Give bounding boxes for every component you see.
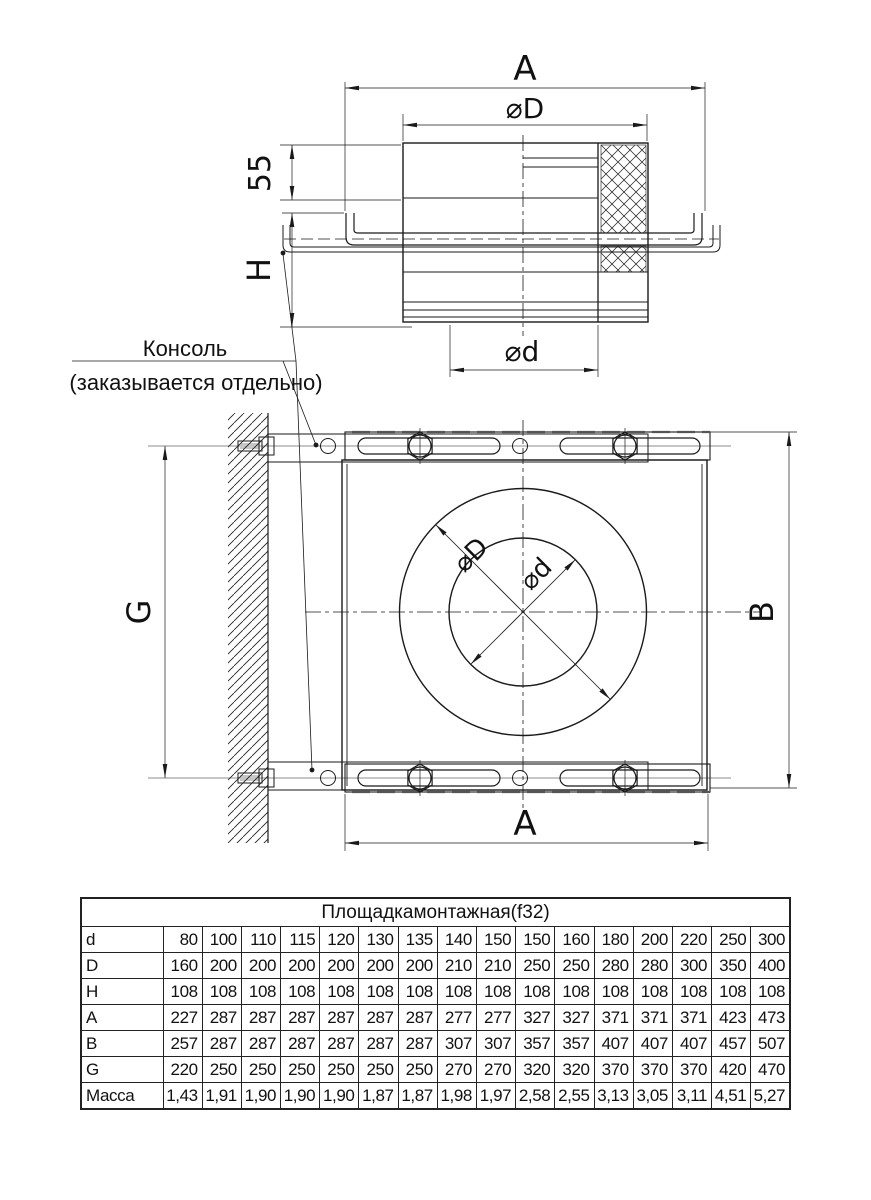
table-cell: 150 bbox=[516, 927, 555, 953]
table-cell: 287 bbox=[398, 1031, 437, 1057]
table-cell: 287 bbox=[398, 1005, 437, 1031]
table-cell: 287 bbox=[202, 1031, 241, 1057]
table-row bbox=[81, 1031, 790, 1057]
table-cell: 250 bbox=[359, 1057, 398, 1083]
table-cell: 280 bbox=[633, 953, 672, 979]
table-cell: 250 bbox=[320, 1057, 359, 1083]
table-cell: 4,51 bbox=[712, 1083, 751, 1110]
table-cell: 350 bbox=[712, 953, 751, 979]
table-cell: 140 bbox=[437, 927, 476, 953]
table-cell: 210 bbox=[477, 953, 516, 979]
table-cell: 327 bbox=[555, 1005, 594, 1031]
table-cell: 220 bbox=[163, 1057, 202, 1083]
table-cell: 1,90 bbox=[281, 1083, 320, 1110]
table-cell: 108 bbox=[594, 979, 633, 1005]
table-cell: 320 bbox=[516, 1057, 555, 1083]
table-cell: 2,58 bbox=[516, 1083, 555, 1110]
table-cell: 108 bbox=[398, 979, 437, 1005]
side-section-view bbox=[240, 49, 720, 377]
table-cell: 371 bbox=[633, 1005, 672, 1031]
table-cell: 115 bbox=[281, 927, 320, 953]
table-cell: 100 bbox=[202, 927, 241, 953]
table-cell: 3,11 bbox=[672, 1083, 711, 1110]
table-cell: 320 bbox=[555, 1057, 594, 1083]
table-cell: 108 bbox=[437, 979, 476, 1005]
callout-line1: Консоль bbox=[142, 336, 228, 361]
insulation-hatch bbox=[601, 246, 646, 272]
dim-label-outer-d-front: ⌀D bbox=[448, 532, 495, 579]
front-view bbox=[120, 413, 797, 851]
dimension-table-container bbox=[80, 897, 791, 1110]
dim-label-h: H bbox=[240, 257, 278, 283]
table-cell: 423 bbox=[712, 1005, 751, 1031]
table-cell: 160 bbox=[555, 927, 594, 953]
row-label: B bbox=[81, 1031, 163, 1057]
row-label: d bbox=[81, 927, 163, 953]
table-cell: 210 bbox=[437, 953, 476, 979]
table-cell: 108 bbox=[320, 979, 359, 1005]
table-cell: 250 bbox=[712, 927, 751, 953]
table-cell: 507 bbox=[751, 1031, 790, 1057]
table-cell: 108 bbox=[751, 979, 790, 1005]
table-cell: 250 bbox=[202, 1057, 241, 1083]
table-cell: 130 bbox=[359, 927, 398, 953]
table-cell: 287 bbox=[241, 1005, 280, 1031]
table-cell: 370 bbox=[633, 1057, 672, 1083]
table-row bbox=[81, 1083, 790, 1110]
dimension-table-body bbox=[81, 898, 790, 1109]
insulation-hatch bbox=[601, 145, 646, 233]
table-cell: 370 bbox=[594, 1057, 633, 1083]
console-side bbox=[283, 225, 720, 252]
table-cell: 1,90 bbox=[241, 1083, 280, 1110]
table-cell: 180 bbox=[594, 927, 633, 953]
row-label: Масса bbox=[81, 1083, 163, 1110]
table-cell: 108 bbox=[477, 979, 516, 1005]
dim-label-55: 55 bbox=[243, 153, 278, 193]
table-row bbox=[81, 979, 790, 1005]
table-cell: 277 bbox=[437, 1005, 476, 1031]
table-cell: 407 bbox=[633, 1031, 672, 1057]
table-cell: 300 bbox=[751, 927, 790, 953]
table-cell: 1,91 bbox=[202, 1083, 241, 1110]
table-cell: 1,43 bbox=[163, 1083, 202, 1110]
table-cell: 200 bbox=[320, 953, 359, 979]
table-cell: 200 bbox=[633, 927, 672, 953]
table-cell: 108 bbox=[241, 979, 280, 1005]
dim-label-g: G bbox=[120, 599, 158, 625]
table-cell: 200 bbox=[281, 953, 320, 979]
table-cell: 108 bbox=[555, 979, 594, 1005]
table-cell: 3,05 bbox=[633, 1083, 672, 1110]
table-cell: 287 bbox=[241, 1031, 280, 1057]
table-cell: 473 bbox=[751, 1005, 790, 1031]
table-cell: 1,87 bbox=[398, 1083, 437, 1110]
table-title: Площадкамонтажная(f32) bbox=[81, 898, 790, 927]
table-title-row bbox=[81, 898, 790, 927]
table-cell: 200 bbox=[241, 953, 280, 979]
table-cell: 200 bbox=[202, 953, 241, 979]
table-cell: 457 bbox=[712, 1031, 751, 1057]
table-cell: 135 bbox=[398, 927, 437, 953]
table-cell: 407 bbox=[672, 1031, 711, 1057]
table-row bbox=[81, 927, 790, 953]
table-cell: 5,27 bbox=[751, 1083, 790, 1110]
table-row bbox=[81, 953, 790, 979]
table-cell: 110 bbox=[241, 927, 280, 953]
table-cell: 1,90 bbox=[320, 1083, 359, 1110]
table-cell: 108 bbox=[516, 979, 555, 1005]
table-cell: 1,97 bbox=[477, 1083, 516, 1110]
table-cell: 250 bbox=[241, 1057, 280, 1083]
table-cell: 407 bbox=[594, 1031, 633, 1057]
table-cell: 370 bbox=[672, 1057, 711, 1083]
table-cell: 257 bbox=[163, 1031, 202, 1057]
table-cell: 357 bbox=[516, 1031, 555, 1057]
table-cell: 400 bbox=[751, 953, 790, 979]
table-cell: 250 bbox=[281, 1057, 320, 1083]
table-cell: 80 bbox=[163, 927, 202, 953]
table-cell: 307 bbox=[437, 1031, 476, 1057]
row-label: D bbox=[81, 953, 163, 979]
table-cell: 287 bbox=[320, 1031, 359, 1057]
table-cell: 250 bbox=[555, 953, 594, 979]
table-row bbox=[81, 1057, 790, 1083]
row-label: G bbox=[81, 1057, 163, 1083]
table-cell: 150 bbox=[477, 927, 516, 953]
dim-label-a-top: A bbox=[513, 49, 537, 89]
table-cell: 250 bbox=[398, 1057, 437, 1083]
console-callout bbox=[69, 251, 322, 773]
table-cell: 270 bbox=[477, 1057, 516, 1083]
row-label: H bbox=[81, 979, 163, 1005]
table-cell: 160 bbox=[163, 953, 202, 979]
table-cell: 287 bbox=[281, 1005, 320, 1031]
table-cell: 420 bbox=[712, 1057, 751, 1083]
dim-label-inner-d-front: ⌀d bbox=[514, 552, 559, 597]
dim-label-b: B bbox=[743, 601, 781, 623]
table-cell: 287 bbox=[359, 1005, 398, 1031]
table-cell: 307 bbox=[477, 1031, 516, 1057]
table-cell: 3,13 bbox=[594, 1083, 633, 1110]
callout-line2: (заказывается отдельно) bbox=[69, 370, 323, 395]
table-cell: 357 bbox=[555, 1031, 594, 1057]
table-cell: 287 bbox=[281, 1031, 320, 1057]
table-cell: 200 bbox=[398, 953, 437, 979]
table-cell: 327 bbox=[516, 1005, 555, 1031]
table-cell: 108 bbox=[281, 979, 320, 1005]
table-cell: 108 bbox=[633, 979, 672, 1005]
row-label: A bbox=[81, 1005, 163, 1031]
table-cell: 250 bbox=[516, 953, 555, 979]
table-cell: 108 bbox=[712, 979, 751, 1005]
table-cell: 200 bbox=[359, 953, 398, 979]
table-cell: 108 bbox=[163, 979, 202, 1005]
table-cell: 287 bbox=[320, 1005, 359, 1031]
dimension-table bbox=[80, 897, 791, 1110]
table-cell: 287 bbox=[202, 1005, 241, 1031]
table-cell: 280 bbox=[594, 953, 633, 979]
dim-label-a-front: A bbox=[513, 804, 537, 844]
table-cell: 120 bbox=[320, 927, 359, 953]
table-cell: 470 bbox=[751, 1057, 790, 1083]
table-cell: 220 bbox=[672, 927, 711, 953]
table-cell: 108 bbox=[672, 979, 711, 1005]
table-cell: 270 bbox=[437, 1057, 476, 1083]
table-cell: 2,55 bbox=[555, 1083, 594, 1110]
table-cell: 1,87 bbox=[359, 1083, 398, 1110]
dim-g bbox=[163, 446, 168, 778]
dim-label-inner-d-top: ⌀d bbox=[504, 335, 540, 368]
dim-label-outer-d-top: ⌀D bbox=[505, 92, 545, 125]
table-cell: 108 bbox=[202, 979, 241, 1005]
table-cell: 277 bbox=[477, 1005, 516, 1031]
table-cell: 371 bbox=[594, 1005, 633, 1031]
table-row bbox=[81, 1005, 790, 1031]
table-cell: 287 bbox=[359, 1031, 398, 1057]
table-cell: 371 bbox=[672, 1005, 711, 1031]
table-cell: 227 bbox=[163, 1005, 202, 1031]
table-cell: 300 bbox=[672, 953, 711, 979]
mounting-plate-front bbox=[342, 460, 707, 790]
table-cell: 1,98 bbox=[437, 1083, 476, 1110]
table-cell: 108 bbox=[359, 979, 398, 1005]
